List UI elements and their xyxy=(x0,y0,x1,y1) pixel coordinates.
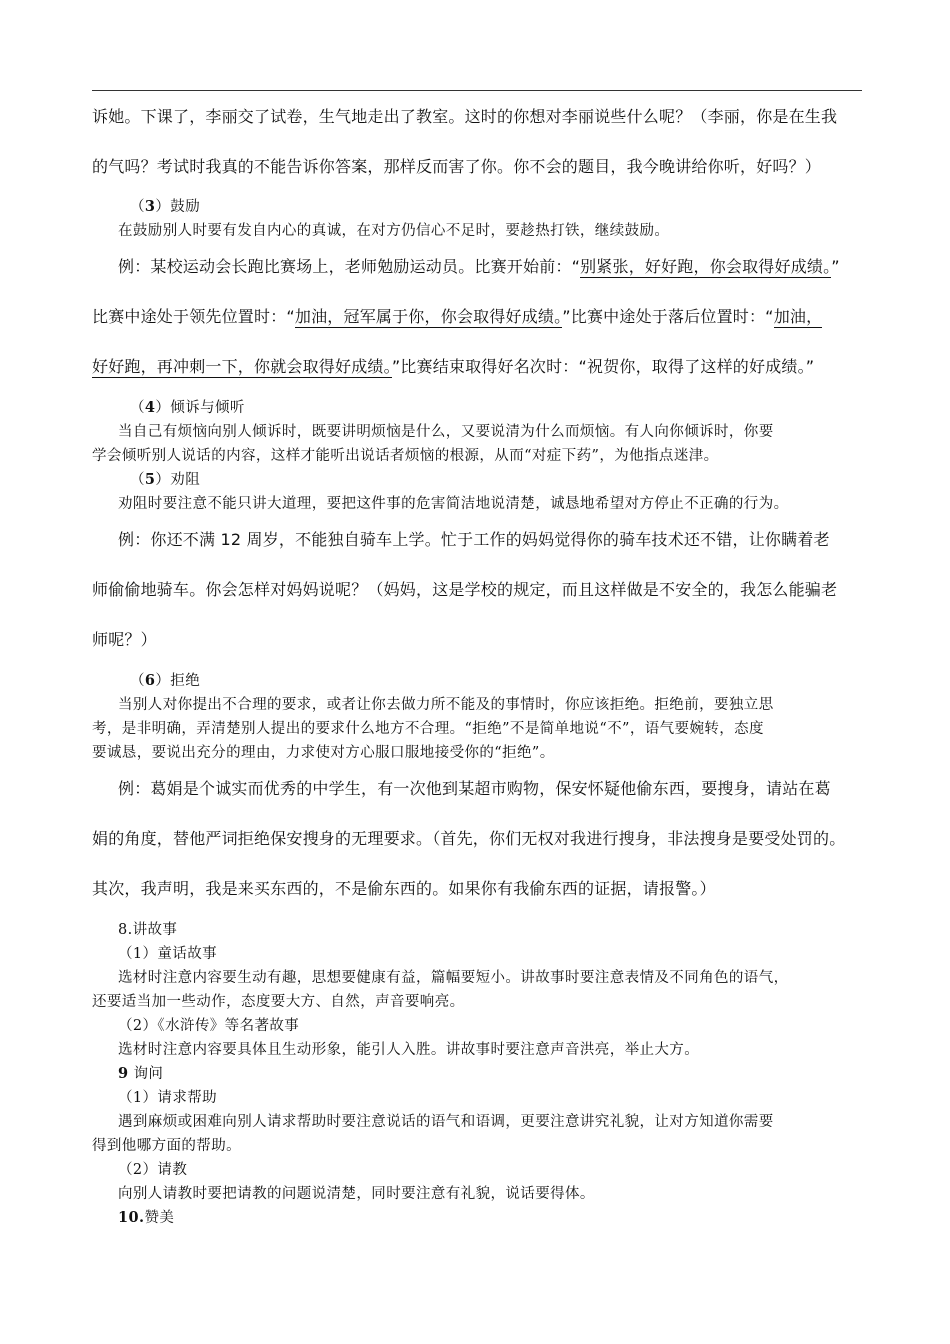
body-text-line: 选材时注意内容要生动有趣，思想要健康有益，篇幅要短小。讲故事时要注意表情及不同角色的语气， xyxy=(118,970,789,986)
example-text-line: 师偷偷地骑车。你会怎样对妈妈说呢？（妈妈，这是学校的规定，而且这样做是不安全的，我怎么能骗老 xyxy=(92,580,838,599)
section-heading-inquire: 9 询问 xyxy=(118,1065,164,1082)
body-text-line: 学会倾听别人说话的内容，这样才能听出说话者烦恼的根源，从而“对症下药”，为他指点迷津。 xyxy=(92,448,719,464)
body-text-line: 选材时注意内容要具体且生动形象，能引人入胜。讲故事时要注意声音洪亮，举止大方。 xyxy=(118,1042,700,1058)
underlined-phrase: 好好跑，再冲刺一下，你就会取得好成绩。 xyxy=(92,357,392,376)
section-description: 劝阻时要注意不能只讲大道理，要把这件事的危害简洁地说清楚，诚恳地希望对方停止不正确的行为。 xyxy=(118,496,789,512)
body-text-line: 得到他哪方面的帮助。 xyxy=(92,1138,241,1154)
subsection-heading: （1）童话故事 xyxy=(118,946,218,962)
body-text-line: 考，是非明确，弄清楚别人提出的要求什么地方不合理。“拒绝”不是简单地说“不”，语气要婉转，态度 xyxy=(92,721,764,737)
body-text-line: 当自己有烦恼向别人倾诉时，既要讲明烦恼是什么，又要说清为什么而烦恼。有人向你倾诉时，你要 xyxy=(118,424,774,440)
example-text-line: 其次，我声明，我是来买东西的，不是偷东西的。如果你有我偷东西的证据，请报警。） xyxy=(92,879,716,898)
section-description: 在鼓励别人时要有发自内心的真诚，在对方仍信心不足时，要趁热打铁，继续鼓励。 xyxy=(118,223,670,239)
example-text-line: 例：你还不满 12 周岁，不能独自骑车上学。忙于工作的妈妈觉得你的骑车技术还不错，让你瞒着老 xyxy=(118,530,830,549)
body-text-line: 要诚恳，要说出充分的理由，力求使对方心服口服地接受你的“拒绝”。 xyxy=(92,745,555,761)
subsection-heading: （2）《水浒传》等名著故事 xyxy=(118,1018,300,1034)
section-heading-confide-listen: （4）倾诉与倾听 xyxy=(130,399,245,416)
body-text-line: 当别人对你提出不合理的要求，或者让你去做力所不能及的事情时，你应该拒绝。拒绝前，要独立思 xyxy=(118,697,774,713)
underlined-phrase: 加油，冠军属于你，你会取得好成绩。 xyxy=(294,307,563,326)
subsection-heading: （2）请教 xyxy=(118,1162,188,1178)
body-text-line: 遇到麻烦或困难向别人请求帮助时要注意说话的语气和语调，更要注意讲究礼貌，让对方知道你需要 xyxy=(118,1114,774,1130)
body-text-line: 的气吗？考试时我真的不能告诉你答案，那样反而害了你。你不会的题目，我今晚讲给你听，好吗？） xyxy=(92,157,822,176)
example-text-line: 娟的角度，替他严词拒绝保安搜身的无理要求。（首先，你们无权对我进行搜身，非法搜身是要受处罚的。 xyxy=(92,829,846,848)
header-rule xyxy=(92,90,862,91)
example-text-line: 好好跑，再冲刺一下，你就会取得好成绩。”比赛结束取得好名次时：“祝贺你，取得了这样的好成绩。” xyxy=(92,357,815,376)
section-heading-encourage: （3）鼓励 xyxy=(130,198,201,215)
section-heading-dissuade: （5）劝阻 xyxy=(130,471,201,488)
body-text-line: 向别人请教时要把请教的问题说清楚，同时要注意有礼貌，说话要得体。 xyxy=(118,1186,595,1202)
section-heading-praise: 10.赞美 xyxy=(118,1209,175,1226)
example-text-line: 例：葛娟是个诚实而优秀的中学生，有一次他到某超市购物，保安怀疑他偷东西，要搜身，请站在葛 xyxy=(118,779,831,798)
example-text-line: 比赛中途处于领先位置时：“加油，冠军属于你，你会取得好成绩。”比赛中途处于落后位置时：“加油， xyxy=(92,307,823,326)
section-heading-refuse: （6）拒绝 xyxy=(130,672,201,689)
underlined-phrase: 加油， xyxy=(773,307,823,326)
section-heading-storytelling: 8.讲故事 xyxy=(118,922,178,938)
example-text-line: 师呢？） xyxy=(92,630,157,649)
body-text-line: 诉她。下课了，李丽交了试卷，生气地走出了教室。这时的你想对李丽说些什么呢？（李丽，你是在生我 xyxy=(92,107,838,126)
example-text-line: 例：某校运动会长跑比赛场上，老师勉励运动员。比赛开始前：“别紧张，好好跑，你会取得好成绩。” xyxy=(118,257,840,276)
subsection-heading: （1）请求帮助 xyxy=(118,1090,218,1106)
underlined-phrase: 别紧张，好好跑，你会取得好成绩。 xyxy=(580,257,832,276)
body-text-line: 还要适当加一些动作，态度要大方、自然，声音要响亮。 xyxy=(92,994,465,1010)
